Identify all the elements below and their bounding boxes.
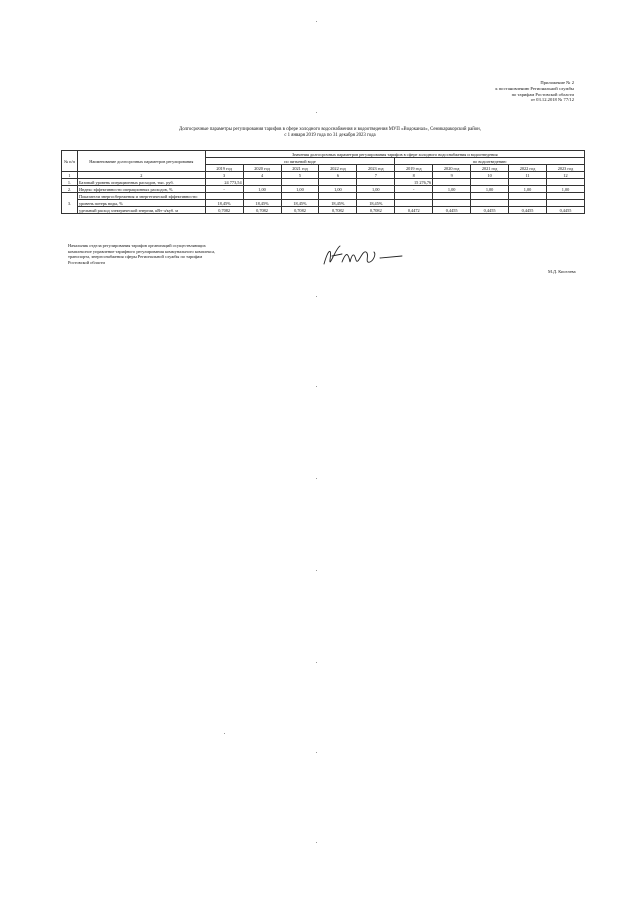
scan-speck — [316, 112, 317, 113]
cell-value — [281, 179, 319, 186]
cell-value: 1,00 — [319, 186, 357, 193]
column-number: 2 — [77, 172, 205, 179]
scan-speck — [316, 386, 317, 387]
cell-value: 0,4455 — [433, 207, 471, 214]
scan-speck — [316, 842, 317, 843]
cell-value: 18,45% — [319, 200, 357, 207]
column-number: 12 — [546, 172, 584, 179]
scan-speck — [316, 752, 317, 753]
row-number: 1. — [62, 179, 78, 186]
scan-speck — [316, 21, 317, 22]
appendix-line: от 03.12.2018 № 77/12 — [530, 97, 574, 103]
header-year: 2021 год — [281, 165, 319, 172]
header-year: 2023 год — [546, 165, 584, 172]
column-number: 10 — [471, 172, 509, 179]
cell-value: - — [205, 186, 243, 193]
handwritten-signature — [318, 240, 408, 272]
cell-value: 1,00 — [433, 186, 471, 193]
appendix-block — [394, 80, 574, 103]
cell-value: 1,00 — [509, 186, 547, 193]
column-number: 7 — [357, 172, 395, 179]
row-name: Базовый уровень операционных расходов, тыс. руб. — [77, 179, 205, 186]
cell-value — [433, 179, 471, 186]
cell-value: 0,4455 — [471, 207, 509, 214]
cell-value — [509, 179, 547, 186]
cell-value: 24 773,54 — [205, 179, 243, 186]
cell-value: 1,00 — [281, 186, 319, 193]
cell-value: 15 276,76 — [395, 179, 433, 186]
scan-speck — [316, 478, 317, 479]
appendix-line: к постановлению Региональной службы — [495, 85, 574, 91]
column-number: 8 — [395, 172, 433, 179]
cell-value: 18,45% — [357, 200, 395, 207]
column-number-row — [62, 172, 585, 179]
row-name: Показатели энергосбережения и энергетической эффективности: — [77, 193, 205, 200]
cell-value — [243, 179, 281, 186]
cell-value — [546, 179, 584, 186]
column-number: 5 — [281, 172, 319, 179]
header-year: 2020 год — [433, 165, 471, 172]
cell-value: 0,4472 — [395, 207, 433, 214]
cell-value — [433, 200, 471, 207]
cell-value — [357, 179, 395, 186]
table-row — [62, 207, 585, 214]
appendix-line: по тарифам Ростовской области — [511, 91, 574, 97]
table-row — [62, 200, 585, 207]
column-number: 1 — [62, 172, 78, 179]
cell-value: 18,45% — [205, 200, 243, 207]
header-sewerage: по водоотведению — [395, 158, 585, 165]
cell-value — [395, 200, 433, 207]
header-year: 2020 год — [243, 165, 281, 172]
cell-value: - — [395, 186, 433, 193]
column-number: 3 — [205, 172, 243, 179]
header-parameter-name: Наименование долгосрочных параметров регулирования — [77, 151, 205, 172]
heading-line: Долгосрочные параметры регулирования тарифов в сфере холодного водоснабжения и водоотведения МУП «Водоканал», Семикаракорский район, — [179, 127, 481, 132]
scan-speck — [316, 570, 317, 571]
cell-value — [471, 179, 509, 186]
cell-value — [319, 179, 357, 186]
parameters-table — [61, 150, 585, 214]
scan-speck — [316, 296, 317, 297]
cell-value: 1,00 — [243, 186, 281, 193]
cell-value: 0,7082 — [357, 207, 395, 214]
header-year: 2022 год — [319, 165, 357, 172]
column-number: 11 — [509, 172, 547, 179]
column-number: 4 — [243, 172, 281, 179]
cell-value: 0,7082 — [243, 207, 281, 214]
header-number: № п/п — [62, 151, 78, 172]
appendix-line: Приложение № 2 — [540, 80, 574, 85]
table-row — [62, 179, 585, 186]
header-year: 2019 год — [205, 165, 243, 172]
row-number: 2. — [62, 186, 78, 193]
cell-value: 0,7082 — [319, 207, 357, 214]
table-row — [62, 193, 585, 200]
table-row — [62, 186, 585, 193]
document-heading — [150, 127, 510, 139]
signatory-line: транспорта, энергоснабжения сферы Региональной службы по тарифам — [68, 254, 203, 260]
row-number: 3. — [62, 193, 78, 214]
cell-value — [471, 200, 509, 207]
scan-speck — [224, 733, 225, 734]
cell-value: 18,45% — [281, 200, 319, 207]
cell-value: 0,7082 — [205, 207, 243, 214]
signer-name: М.Д. Киселева — [548, 269, 576, 274]
row-name: уровень потерь воды, % — [77, 200, 205, 207]
scan-speck — [316, 662, 317, 663]
cell-value: 18,45% — [243, 200, 281, 207]
cell-value — [509, 200, 547, 207]
signatory-position — [68, 243, 248, 265]
cell-value: 0,7082 — [281, 207, 319, 214]
heading-line: с 1 января 2019 года по 31 декабря 2023 года — [284, 133, 376, 138]
header-values: Значения долгосрочных параметров регулирования тарифов в сфере холодного водоснабжения и водоотведения — [205, 151, 584, 158]
signatory-line: Ростовской области — [68, 259, 105, 265]
header-drinking-water: по питьевой воде — [205, 158, 395, 165]
column-number: 9 — [433, 172, 471, 179]
cell-value: 1,00 — [357, 186, 395, 193]
header-year: 2023 год — [357, 165, 395, 172]
header-year: 2021 год — [471, 165, 509, 172]
header-year: 2022 год — [509, 165, 547, 172]
cell-value: 1,00 — [546, 186, 584, 193]
row-name: Индекс эффективности операционных расходов, % — [77, 186, 205, 193]
cell-value — [546, 200, 584, 207]
cell-value: 0,4455 — [509, 207, 547, 214]
column-number: 6 — [319, 172, 357, 179]
cell-value: 0,4455 — [546, 207, 584, 214]
row-name: удельный расход электрической энергии, кВт·ч/куб. м — [77, 207, 205, 214]
cell-value: 1,00 — [471, 186, 509, 193]
signatory-line: Начальник отдела регулирования тарифов организаций осуществляющих — [68, 243, 206, 248]
header-year: 2019 год — [395, 165, 433, 172]
signatory-line: комплексное управление тарифного регулирования коммунального комплекса, — [68, 248, 216, 254]
